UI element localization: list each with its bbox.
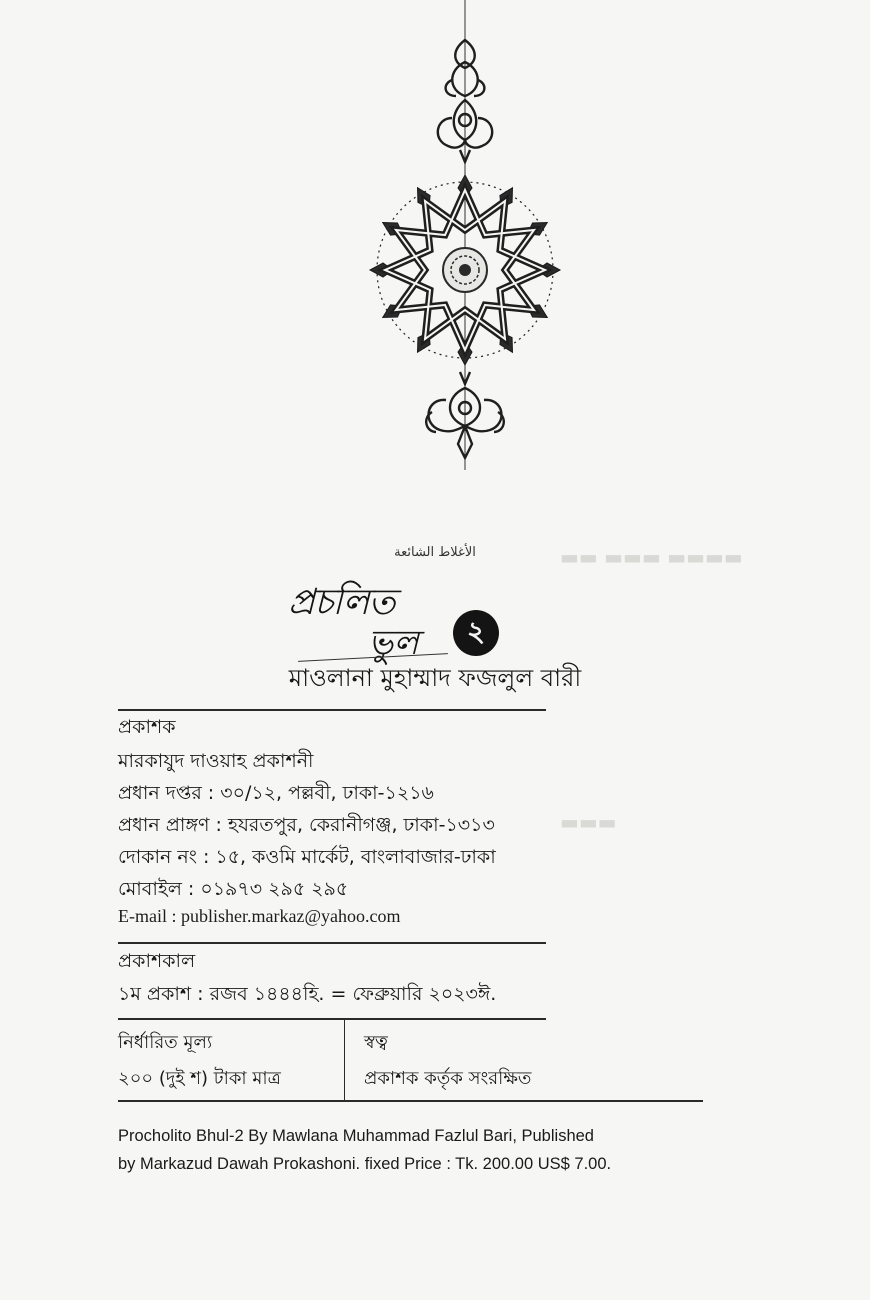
publication-heading: প্রকাশকাল <box>118 950 196 972</box>
book-title-line1: প্রচলিত <box>288 582 395 623</box>
publisher-email: E-mail : publisher.markaz@yahoo.com <box>118 906 401 926</box>
english-colophon-line1: Procholito Bhul-2 By Mawlana Muhammad Fazlul Bari, Published <box>118 1127 594 1145</box>
price-label: নির্ধারিত মূল্য <box>118 1032 213 1053</box>
volume-number-badge: ২ <box>453 610 499 656</box>
rights-value: প্রকাশক কর্তৃক সংরক্ষিত <box>364 1068 532 1089</box>
bleed-through-text: ▬▬▬ <box>560 810 617 834</box>
book-title <box>278 565 508 663</box>
arabic-title: الأغلاط الشائعة <box>394 545 476 560</box>
price-value: ২০০ (দুই শ) টাকা মাত্র <box>118 1068 281 1089</box>
book-title-line2: ভুল <box>368 623 419 663</box>
english-colophon-line2: by Markazud Dawah Prokashoni. fixed Price : Tk. 200.00 US$ 7.00. <box>118 1155 612 1173</box>
main-campus-address: প্রধান প্রাঙ্গণ : হযরতপুর, কেরানীগঞ্জ, ঢাকা-১৩১৩ <box>118 814 495 836</box>
publisher-heading: প্রকাশক <box>118 716 176 738</box>
rights-label: স্বত্ব <box>364 1032 388 1053</box>
head-office-address: প্রধান দপ্তর : ৩০/১২, পল্লবী, ঢাকা-১২১৬ <box>118 782 434 804</box>
divider-table-bottom <box>118 1100 703 1102</box>
divider-author <box>118 709 546 711</box>
first-edition-date: ১ম প্রকাশ : রজব ১৪৪৪হি. = ফেব্রুয়ারি ২০২৩ঈ. <box>118 983 497 1005</box>
shop-address: দোকান নং : ১৫, কওমি মার্কেট, বাংলাবাজার-ঢাকা <box>118 846 496 868</box>
bleed-through-text: ▬▬ ▬▬▬ ▬▬▬▬ <box>560 545 743 569</box>
publisher-name: মারকাযুদ দাওয়াহ প্রকাশনী <box>118 750 314 772</box>
price-rights-table <box>118 1020 544 1100</box>
islamic-star-ornament-icon <box>360 0 570 470</box>
mobile-number: মোবাইল : ০১৯৭৩ ২৯৫ ২৯৫ <box>118 878 349 900</box>
english-colophon <box>118 1122 611 1178</box>
divider-publisher <box>118 942 546 944</box>
author-name: মাওলানা মুহাম্মাদ ফজলুল বারী <box>288 664 582 692</box>
table-column-divider <box>344 1020 345 1100</box>
